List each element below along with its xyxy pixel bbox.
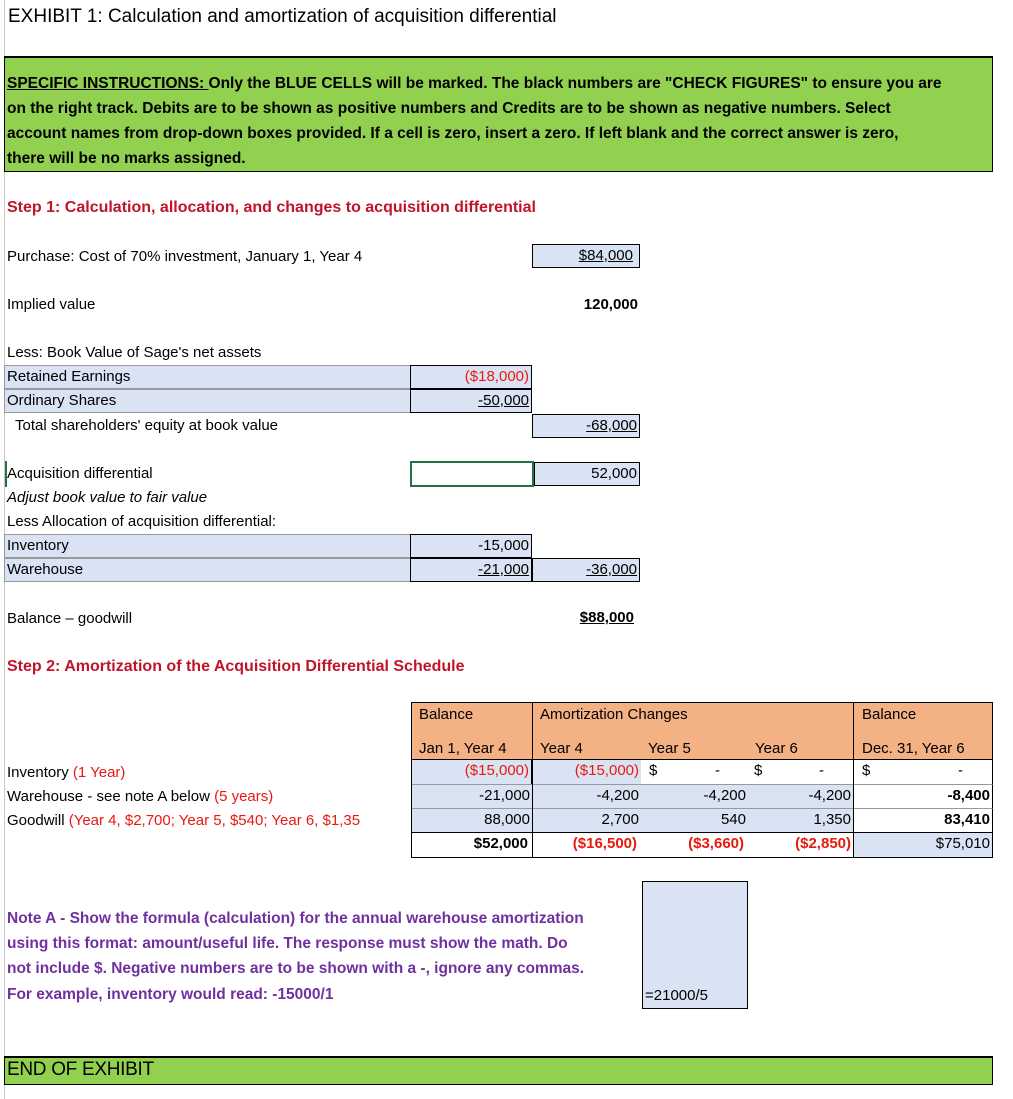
note-a-line-3: not include $. Negative numbers are to be shown with a -, ignore any commas. [7,960,585,977]
inv-y6-cell[interactable] [748,760,853,784]
purchase-cost-cell[interactable] [532,244,640,268]
ordinary-shares-value: -50,000 [478,392,529,409]
selected-empty-cell[interactable] [410,461,534,487]
wh-y6-cell[interactable] [748,784,853,808]
instructions-line-1-text: Only the BLUE CELLS will be marked. The black numbers are "CHECK FIGURES" to ensure you are [208,75,942,92]
wh-y6-value: -4,200 [808,787,851,804]
allocation-label: Less Allocation of acquisition differential: [7,513,277,530]
purchase-cost-value: $84,000 [578,247,633,264]
ordinary-shares-cell[interactable] [410,389,532,413]
inv-jan-cell[interactable] [411,760,532,784]
ordinary-shares-label: Ordinary Shares [7,392,117,409]
less-book-value-label: Less: Book Value of Sage's net assets [7,344,262,361]
total-y6: ($2,850) [795,835,851,852]
inventory-alloc-value: -15,000 [478,537,529,554]
step2-heading: Step 2: Amortization of the Acquisition Differential Schedule [7,658,465,675]
total-equity-value: -68,000 [586,417,637,434]
header-jan: Jan 1, Year 4 [419,740,507,757]
wh-jan-cell[interactable] [411,784,532,808]
inv-y5-dollar: $ [649,762,658,779]
gw-dec-value: 83,410 [944,811,990,828]
row-warehouse-label [7,786,273,808]
row-inventory-label [7,762,125,784]
wh-y4-value: -4,200 [596,787,639,804]
gw-dec-cell [854,808,993,832]
header-year5: Year 5 [648,740,691,757]
goodwill-balance-label: Balance – goodwill [7,610,133,627]
row-goodwill-label [7,810,411,832]
gw-jan-value: 88,000 [484,811,530,828]
instructions-line-1 [7,73,942,95]
inv-y5-cell[interactable] [641,760,748,784]
note-a-formula: =21000/5 [645,987,708,1004]
wh-dec-value: -8,400 [947,787,990,804]
inv-y4-cell[interactable] [533,760,641,784]
inv-dec-dollar: $ [862,762,871,779]
row-warehouse-note: (5 years) [214,788,274,805]
header-balance-end: Balance [862,706,917,723]
header-balance: Balance [419,706,474,723]
warehouse-alloc-label: Warehouse [7,561,84,578]
total-equity-label: Total shareholders' equity at book value [15,417,279,434]
cell-cursor-marker [5,461,7,487]
note-a-line-4: For example, inventory would read: -15000/1 [7,986,334,1003]
total-dec-value: $75,010 [935,835,990,852]
total-y5: ($3,660) [688,835,744,852]
gw-y5-cell[interactable] [641,808,748,832]
allocation-total-value: -36,000 [586,561,637,578]
instructions-box [4,56,993,172]
retained-earnings-cell[interactable] [410,365,532,389]
goodwill-balance-text: $88,000 [579,609,634,626]
header-year4: Year 4 [540,740,583,757]
inv-y4-value: ($15,000) [574,762,639,779]
inv-dec-cell [854,760,993,784]
implied-value-label: Implied value [7,296,96,313]
warehouse-alloc-value: -21,000 [478,561,529,578]
instructions-line-2: on the right track. Debits are to be shown as positive numbers and Credits are to be shown as negative numbers. Select [7,100,891,117]
retained-earnings-label: Retained Earnings [7,368,131,385]
instructions-line-3: account names from drop-down boxes provided. If a cell is zero, insert a zero. If left blank and the correct answer is zero, [7,125,899,142]
acquisition-differential-label: Acquisition differential [7,465,153,482]
warehouse-label-cell[interactable] [4,558,411,582]
gw-y6-value: 1,350 [813,811,851,828]
end-label: END OF EXHIBIT [7,1059,154,1080]
inv-y6-dollar: $ [754,762,763,779]
instructions-line-4: there will be no marks assigned. [7,150,246,167]
header-year6: Year 6 [755,740,798,757]
inv-y5-value: - [715,762,720,779]
inv-y6-value: - [819,762,824,779]
warehouse-alloc-cell[interactable] [410,558,532,582]
note-a-line-1: Note A - Show the formula (calculation) for the annual warehouse amortization [7,910,584,927]
allocation-total-cell[interactable] [532,558,640,582]
total-jan: $52,000 [473,835,528,852]
row-warehouse-name: Warehouse - see note A below [7,788,215,805]
ordinary-shares-label-cell[interactable] [4,389,411,413]
purchase-label: Purchase: Cost of 70% investment, January 1, Year 4 [7,248,363,265]
note-a-line-2: using this format: amount/useful life. The response must show the math. Do [7,935,568,952]
row-goodwill-note: (Year 4, $2,700; Year 5, $540; Year 6, $1,35 [68,812,361,829]
retained-earnings-value: ($18,000) [464,368,529,385]
wh-y4-cell[interactable] [533,784,641,808]
gw-y4-cell[interactable] [533,808,641,832]
implied-value: 120,000 [583,296,638,313]
gw-y5-value: 540 [720,811,746,828]
inventory-alloc-label: Inventory [7,537,69,554]
instructions-label: SPECIFIC INSTRUCTIONS: [7,75,209,92]
row-inventory-note: (1 Year) [72,764,126,781]
exhibit-title: EXHIBIT 1: Calculation and amortization of acquisition differential [8,6,557,27]
wh-y5-value: -4,200 [703,787,746,804]
total-equity-cell[interactable] [532,414,640,438]
total-dec-cell[interactable] [854,833,993,857]
goodwill-balance-value [532,607,640,631]
acquisition-differential-value: 52,000 [591,465,637,482]
total-y4: ($16,500) [572,835,637,852]
inventory-label-cell[interactable] [4,534,411,558]
adjust-book-value-label: Adjust book value to fair value [7,489,208,506]
acquisition-differential-cell[interactable] [534,462,640,486]
header-amortization: Amortization Changes [540,706,688,723]
retained-earnings-label-cell[interactable] [4,365,411,389]
step1-heading: Step 1: Calculation, allocation, and changes to acquisition differential [7,199,536,216]
inventory-alloc-cell[interactable] [410,534,532,558]
wh-jan-value: -21,000 [479,787,530,804]
gw-jan-cell[interactable] [411,808,532,832]
gw-y6-cell[interactable] [748,808,853,832]
note-a-answer-cell[interactable] [642,881,748,1009]
wh-y5-cell[interactable] [641,784,748,808]
end-bar [4,1056,993,1085]
row-goodwill-name: Goodwill [7,812,69,829]
inv-jan-value: ($15,000) [464,762,529,779]
gw-y4-value: 2,700 [601,811,639,828]
inv-dec-value: - [958,762,963,779]
wh-dec-cell [854,784,993,808]
header-dec: Dec. 31, Year 6 [862,740,965,757]
row-inventory-name: Inventory [7,764,73,781]
